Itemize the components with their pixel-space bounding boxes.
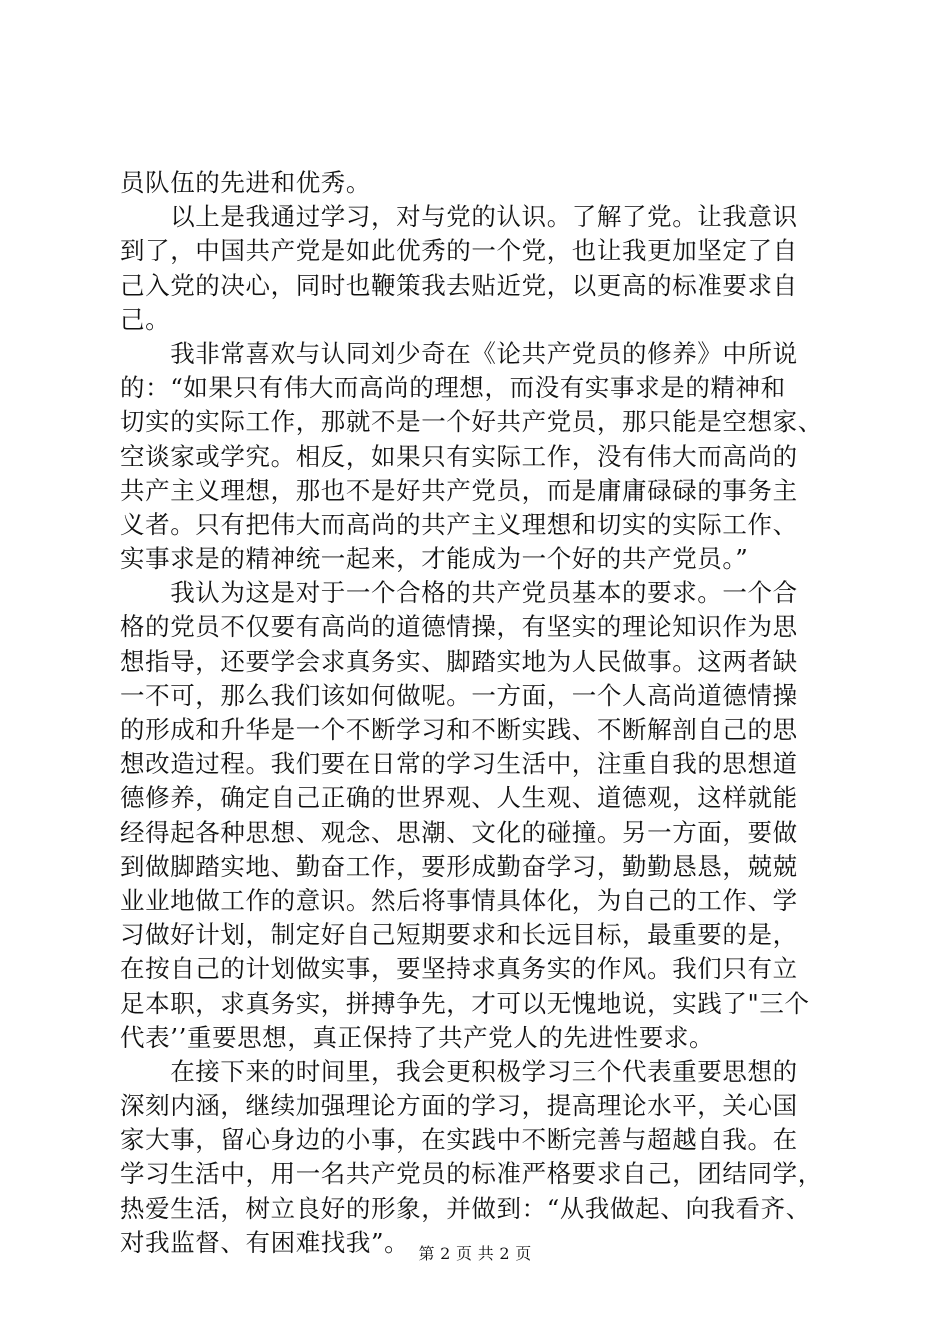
text-line: 一不可，那么我们该如何做呢。一方面，一个人高尚道德情操	[120, 680, 798, 710]
text-line: 格的党员不仅要有高尚的道德情操，有坚实的理论知识作为思	[120, 612, 798, 642]
text-line: 共产主义理想，那也不是好共产党员，而是庸庸碌碌的事务主	[120, 475, 798, 505]
text-line: 己入党的决心，同时也鞭策我去贴近党，以更高的标准要求自	[120, 270, 798, 300]
text-line: 想指导，还要学会求真务实、脚踏实地为人民做事。这两者缺	[120, 646, 798, 676]
text-line: 义者。只有把伟大而高尚的共产主义理想和切实的实际工作、	[120, 509, 798, 539]
document-body	[120, 166, 832, 1260]
text-line: 员队伍的先进和优秀。	[120, 168, 371, 197]
text-line: 深刻内涵，继续加强理论方面的学习，提高理论水平，关心国	[120, 1091, 798, 1121]
text-line: 家大事，留心身边的小事，在实践中不断完善与超越自我。在	[120, 1125, 798, 1155]
page-number-footer: 第 2 页 共 2 页	[418, 1244, 532, 1263]
text-line: 以上是我通过学习，对与党的认识。了解了党。让我意识	[120, 202, 798, 232]
text-line: 在按自己的计划做实事，要坚持求真务实的作风。我们只有立	[120, 954, 798, 984]
text-line: 的形成和升华是一个不断学习和不断实践、不断解剖自己的思	[120, 715, 798, 744]
text-line: 切实的实际工作，那就不是一个好共产党员，那只能是空想家、	[120, 407, 823, 437]
text-line: 己。	[120, 304, 171, 334]
text-line: 热爱生活，树立良好的形象，并做到：“从我做起、向我看齐、	[120, 1193, 811, 1223]
text-line: 足本职，求真务实，拼搏争先，才可以无愧地说，实践了"三个	[120, 988, 810, 1018]
text-line: 到做脚踏实地、勤奋工作，要形成勤奋学习，勤勤恳恳，兢兢	[120, 851, 798, 881]
text-line: 在接下来的时间里，我会更积极学习三个代表重要思想的	[120, 1056, 798, 1086]
text-line: 代表’’重要思想，真正保持了共产党人的先进性要求。	[120, 1022, 715, 1052]
text-line: 我非常喜欢与认同刘少奇在《论共产党员的修养》中所说	[120, 338, 798, 368]
text-line: 经得起各种思想、观念、思潮、文化的碰撞。另一方面，要做	[120, 817, 798, 847]
text-line: 我认为这是对于一个合格的共产党员基本的要求。一个合	[120, 578, 798, 608]
text-line: 空谈家或学究。相反，如果只有实际工作，没有伟大而高尚的	[120, 441, 798, 471]
text-line: 习做好计划，制定好自己短期要求和长远目标，最重要的是，	[120, 920, 798, 950]
text-line: 学习生活中，用一名共产党员的标准严格要求自己，团结同学，	[120, 1159, 823, 1189]
text-line: 业业地做工作的意识。然后将事情具体化，为自己的工作、学	[120, 885, 798, 915]
text-line: 到了，中国共产党是如此优秀的一个党，也让我更加坚定了自	[120, 236, 798, 266]
text-line: 实事求是的精神统一起来，才能成为一个好的共产党员。”	[120, 544, 749, 574]
text-line: 的：“如果只有伟大而高尚的理想，而没有实事求是的精神和	[120, 373, 786, 403]
text-line: 德修养，确定自己正确的世界观、人生观、道德观，这样就能	[120, 783, 798, 813]
text-line: 对我监督、有困难找我”。	[120, 1227, 410, 1257]
text-line: 想改造过程。我们要在日常的学习生活中，注重自我的思想道	[120, 749, 798, 779]
